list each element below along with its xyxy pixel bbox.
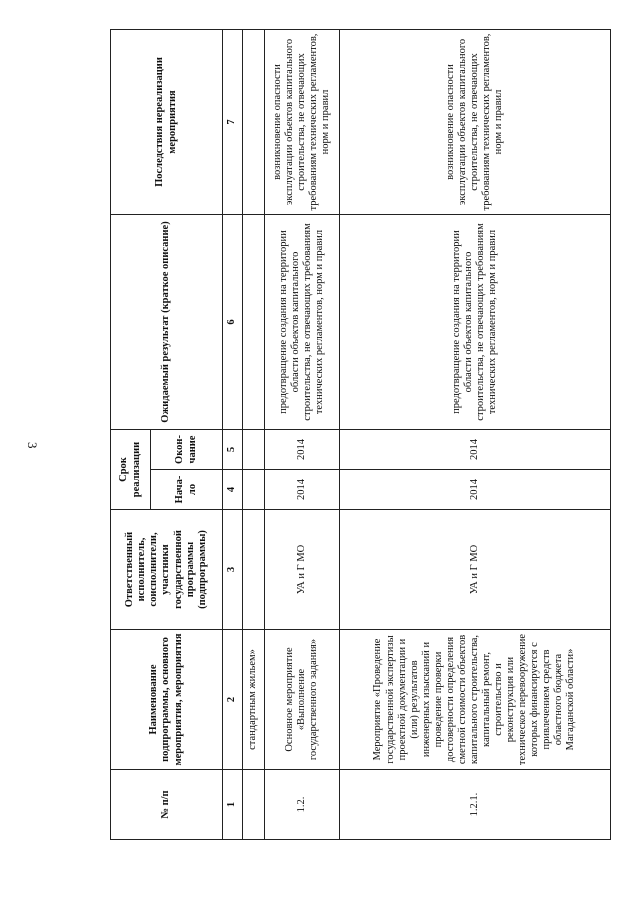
header-name: Наименование подпрограммы, основного мероприятия, мероприятия	[111, 630, 223, 770]
col-number: 1	[223, 770, 243, 840]
col-number: 5	[223, 430, 243, 470]
cell-end	[243, 430, 265, 470]
cell-responsible: УА и Г МО	[265, 510, 340, 630]
cell-num: 1.2.1.	[340, 770, 611, 840]
cell-consequence: возникновение опасности эксплуатации объектов капитального строительства, не отвечающих требованиям технических регламентов, норм и правил	[340, 30, 611, 215]
cell-start: 2014	[340, 470, 611, 510]
rotated-table-container	[110, 30, 610, 840]
cell-num: 1.2.	[265, 770, 340, 840]
header-term: Срок реализации	[111, 430, 151, 510]
cell-responsible	[243, 510, 265, 630]
col-number: 2	[223, 630, 243, 770]
cell-start	[243, 470, 265, 510]
cell-end: 2014	[340, 430, 611, 470]
header-num: № п/п	[111, 770, 223, 840]
cell-name: Мероприятие «Проведение государственной экспертизы проектной документации и (или) результатов инженерных изысканий и проведение проверки достоверности определения сметной стоимости объектов капитального строительства, капитальный ремонт, строительство и реконструкция или техническое перевооружение которых финансируется с привлечением средств областного бюджета Магаданской области»	[340, 630, 611, 770]
cell-consequence: возникновение опасности эксплуатации объектов капитального строительства, не отвечающих требованиям технических регламентов, норм и правил	[265, 30, 340, 215]
cell-name: стандартным жильем»	[243, 630, 265, 770]
cell-end: 2014	[265, 430, 340, 470]
header-responsible: Ответственный исполнитель, соисполнители, участники государственной программы (подпрограммы)	[111, 510, 223, 630]
cell-name: Основное мероприятие «Выполнение государственного задания»	[265, 630, 340, 770]
col-number: 7	[223, 30, 243, 215]
col-number: 6	[223, 215, 243, 430]
program-table	[110, 29, 611, 840]
cell-responsible: УА и Г МО	[340, 510, 611, 630]
header-end: Окон- чание	[151, 430, 223, 470]
header-consequence: Последствия нереализации мероприятия	[111, 30, 223, 215]
cell-result: предотвращение создания на территории области объектов капитального строительства, не отвечающих требованиям технических регламентов, норм и правил	[340, 215, 611, 430]
cell-consequence	[243, 30, 265, 215]
cell-start: 2014	[265, 470, 340, 510]
cell-result: предотвращение создания на территории области объектов капитального строительства, не отвечающих требованиям технических регламентов, норм и правил	[265, 215, 340, 430]
table-row	[243, 30, 265, 840]
cell-result	[243, 215, 265, 430]
col-number: 3	[223, 510, 243, 630]
col-number: 4	[223, 470, 243, 510]
table-row	[265, 30, 340, 840]
table-row	[340, 30, 611, 840]
header-result: Ожидаемый результат (краткое описание)	[111, 215, 223, 430]
page-number: 3	[25, 442, 40, 449]
cell-num	[243, 770, 265, 840]
header-start: Нача- ло	[151, 470, 223, 510]
